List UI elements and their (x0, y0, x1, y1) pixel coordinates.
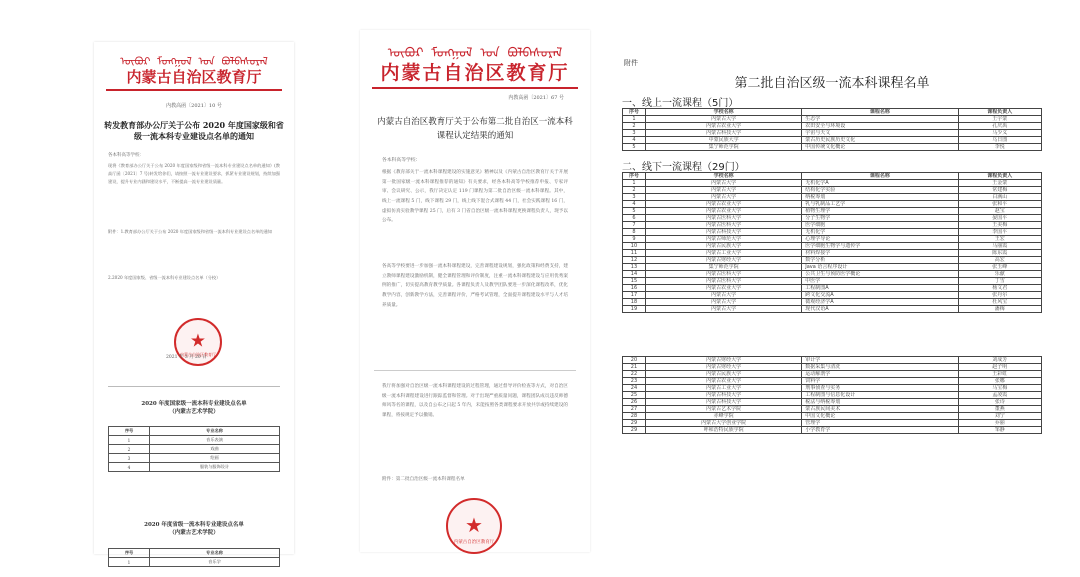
cell: 内蒙古财经大学 (645, 357, 801, 364)
cell: 心理学导论 (802, 236, 958, 243)
table-row (623, 420, 1042, 427)
table-row (623, 194, 1042, 201)
column-header: 课程负责人 (958, 173, 1041, 180)
column-header: 序号 (623, 173, 646, 180)
cell: 运动解剖学 (802, 371, 958, 378)
cell: 管理学 (802, 420, 958, 427)
table-row (623, 292, 1042, 299)
list-subtitle-line: （内蒙古艺术学院） (169, 409, 219, 416)
provincial-major-table (108, 548, 280, 567)
table-row (623, 137, 1042, 144)
cell: 陈东霞 (958, 250, 1041, 257)
cell: 1 (109, 436, 150, 445)
cell: 蒙古族民间美术 (802, 406, 958, 413)
cell: 内蒙古农业大学 (645, 208, 801, 215)
cell: 4 (623, 137, 646, 144)
cell: 29 (623, 420, 646, 427)
cell: 内蒙古农业大学 (645, 201, 801, 208)
list-title (94, 521, 294, 538)
cell: 2 (623, 187, 646, 194)
official-seal (446, 498, 502, 554)
cell: 数据采集与清洗 (802, 364, 958, 371)
list-main-title: 第二批自治区级一流本科课程名单 (734, 76, 930, 91)
cell: 现代汉语A (802, 306, 958, 313)
cell: 12 (623, 257, 646, 264)
cell: 乳与乳制品工艺学 (802, 201, 958, 208)
cell: 23 (623, 378, 646, 385)
cell: 赤峰学院 (645, 413, 801, 420)
list-title (94, 400, 294, 417)
cell: 马丽霞 (958, 243, 1041, 250)
cell: 税法与纳税筹划 (802, 399, 958, 406)
cell: 乌日图 (958, 137, 1041, 144)
table-row (623, 306, 1042, 313)
cell: 马少义 (958, 130, 1041, 137)
table-row (623, 116, 1042, 123)
cell: 内蒙古大学创业学院 (645, 420, 801, 427)
cell: 审计学 (802, 357, 958, 364)
cell: 2 (623, 123, 646, 130)
cell: 白满山 (958, 194, 1041, 201)
cell: 内蒙古工业大学 (645, 250, 801, 257)
cell: 蒙古历史民族历史文化 (802, 137, 958, 144)
cell: 3 (623, 194, 646, 201)
table-body (623, 357, 1042, 434)
body-paragraph: 各高等学校要进一步加强一流本科课程建设，完善课程建设规划，强化政策和经费支持，建立教师课程建设激励机制，健全课程管理和评价制度，注重一流本科课程建设与应用优秀案例的推广，切实提高教育教学质量。各课程负责人及教学团队要进一步深化课程改革，优化教学内容，创新教学方法，完善课程评价，严格考试管理，全面提升课程建设水平与人才培养质量。 (382, 264, 568, 308)
table-row (623, 236, 1042, 243)
table-row (623, 130, 1042, 137)
table-row (109, 454, 280, 463)
cell: 内蒙古医科大学 (645, 215, 801, 222)
table-row (623, 123, 1042, 130)
cell: 19 (623, 306, 646, 313)
cell: 王美梅 (958, 222, 1041, 229)
cell: 26 (623, 399, 646, 406)
body-paragraph: 根据《教育部关于一流本科课程建设的实施意见》精神以及《内蒙古自治区教育厅关于开展第一批国家级一流本科课程推荐的通知》有关要求，经各本科高等学校推荐申报、专家评审、会议研究、公示，我厅决定认定 119 门课程为第二批自治区级一流本科课程。其中，线上一流课程 5 门，线下课程 29 门，线上线下混合式课程 44 门，社会实践课程 16 门，虚拟仿真实验教学课程 25 门，后有 3 门省自治区级一流本科课程更换课程负责人，现予以公布。 (382, 170, 568, 224)
cell: 跨文化交流A (802, 292, 958, 299)
cell: 农田安全与环境设 (802, 123, 958, 130)
cell: 分子生物学 (802, 215, 958, 222)
cell: 中医学 (802, 278, 958, 285)
document-number: 内教高函〔2021〕67 号 (508, 95, 564, 101)
cell: 赵宝 (958, 208, 1041, 215)
cell: 高宏 (958, 257, 1041, 264)
table-row (623, 264, 1042, 271)
table-row (623, 201, 1042, 208)
cell: 8 (623, 229, 646, 236)
cell: 内蒙古艺术学院 (645, 406, 801, 413)
cell: 音乐表演 (150, 436, 280, 445)
cell: 宇宙与天文 (802, 130, 958, 137)
cell: 公共卫生与预防医学概论 (802, 271, 958, 278)
table-row (623, 278, 1042, 285)
cell: 刑事侦查与实务 (802, 385, 958, 392)
table-body (623, 180, 1042, 313)
cell: 内蒙古农业大学 (645, 378, 801, 385)
cell: 内蒙古科技大学 (645, 229, 801, 236)
star-icon: ★ (189, 330, 207, 352)
header-row (623, 173, 1042, 180)
cell: 常建梅 (958, 187, 1041, 194)
cell: 内蒙古科技大学 (645, 392, 801, 399)
table-row (623, 299, 1042, 306)
cell: 刘成芳 (958, 357, 1041, 364)
body-paragraph: 现将《教育部办公厅关于公布 2020 年度国家级和省级一流本科专业建设点名单的通知》(教高厅函〔2021〕7 号)转发给你们，请按照一流专业建设要求，抓紧专业建设规划，持续加强建设，提升专业内涵和建设水平，不断提高一流专业建设质量。 (108, 163, 280, 184)
cell: 内蒙古民族大学 (645, 243, 801, 250)
table-row (623, 215, 1042, 222)
annex-label: 附件 (624, 59, 638, 67)
national-major-table (108, 426, 280, 472)
seal-text: 内蒙古自治区教育厅 (453, 540, 495, 545)
cell: 10 (623, 243, 646, 250)
cell: 植物生理学 (802, 208, 958, 215)
cell: 17 (623, 292, 646, 299)
table-row (109, 463, 280, 472)
cell: 内蒙古大学 (645, 306, 801, 313)
cell: 29 (623, 427, 646, 434)
cell: 张玉峰 (958, 264, 1041, 271)
cell: 内蒙古医科大学 (645, 271, 801, 278)
cell: 马宝梅 (958, 385, 1041, 392)
column-header: 课程负责人 (958, 109, 1041, 116)
table-row (109, 558, 280, 567)
table-row (623, 364, 1042, 371)
table-row (623, 144, 1042, 151)
red-divider (372, 87, 578, 89)
cell: 呼和浩特民族学院 (645, 427, 801, 434)
cell: 25 (623, 392, 646, 399)
cell: 3 (109, 454, 150, 463)
cell: 22 (623, 371, 646, 378)
cell: 内蒙古师范大学 (645, 236, 801, 243)
table-row (623, 257, 1042, 264)
cell: 11 (623, 250, 646, 257)
cell: 孟凌霞 (958, 392, 1041, 399)
cell: 纳税筹划 (802, 194, 958, 201)
agency-header: 内蒙古自治区教育厅 (380, 62, 570, 84)
cell: 结构化学实验 (802, 187, 958, 194)
table-row (109, 436, 280, 445)
cell: 音乐学 (150, 558, 280, 567)
cell: 内蒙古科技大学 (645, 130, 801, 137)
cell: 李悦 (958, 144, 1041, 151)
cell: 27 (623, 406, 646, 413)
column-header: 课程名称 (802, 109, 958, 116)
offline-course-table-continued (622, 356, 1042, 434)
cell: 5 (623, 144, 646, 151)
table-row (623, 392, 1042, 399)
cell: 1 (623, 180, 646, 187)
cell: 董燕 (958, 406, 1041, 413)
divider (108, 386, 280, 387)
cell: 张娜 (958, 378, 1041, 385)
list-subtitle-line: （内蒙古艺术学院） (169, 530, 219, 537)
cell: 乔丽 (958, 420, 1041, 427)
document-page-1 (94, 42, 294, 565)
cell: 潘梅 (958, 306, 1041, 313)
cell: 3 (623, 130, 646, 137)
cell: 邹静 (958, 427, 1041, 434)
table-row (623, 243, 1042, 250)
cell: 16 (623, 285, 646, 292)
cell: 内蒙古大学 (645, 180, 801, 187)
table-row (623, 413, 1042, 420)
cell: 张和平 (958, 201, 1041, 208)
salutation: 各本科高等学校： (382, 158, 421, 163)
cell: 服装与服饰设计 (150, 463, 280, 472)
column-header: 序号 (109, 427, 150, 436)
cell: 内蒙古农业大学 (645, 123, 801, 130)
cell: 微观经济学A (802, 299, 958, 306)
attachment-note-2: 2.2020 年度国家级、省级一流本科专业建设点名单（分校） (108, 275, 221, 280)
mongolian-script-header: ᠥᠪᠥᠷ ᠮᠣᠩᠭᠣᠯ ᠤᠨ ᠪᠣᠯᠪᠠᠰᠤᠷᠠᠯ (387, 46, 563, 61)
cell: 丁雪 (958, 278, 1041, 285)
cell: 材料焊接学 (802, 250, 958, 257)
document-number: 内教高函〔2021〕10 号 (166, 103, 222, 109)
cell: 6 (623, 215, 646, 222)
cell: 王宏 (958, 236, 1041, 243)
cell: 工程制图A (802, 285, 958, 292)
body-paragraph: 我厅将加强对自治区级一流本科课程建设的过程管理，通过督导评价检查等方式，对自治区级一流本科课程建设进行跟踪监督和管理。对于出现严重质量问题，课程团队成员违反师德师风等名的课程，以及自公布之日起 5 年内，未能按照各类课程要求开放共享或持续建设的课程，将按规定予以撤销。 (382, 384, 568, 418)
list-title-line: 2020 年度国家级一流本科专业建设点名单 (141, 401, 247, 407)
column-header: 课程名称 (802, 173, 958, 180)
cell: 赵子明 (958, 364, 1041, 371)
document-page-2 (360, 30, 590, 552)
cell: 杨文君 (958, 285, 1041, 292)
cell: 24 (623, 385, 646, 392)
document-title: 转发教育部办公厅关于公布 2020 年度国家级和省级一流本科专业建设点名单的通知 (104, 120, 284, 141)
cell: 乐献 (958, 271, 1041, 278)
table-row (623, 371, 1042, 378)
cell: 1 (623, 116, 646, 123)
cell: 数学分析 (802, 257, 958, 264)
table-row (623, 208, 1042, 215)
page-break (374, 370, 576, 371)
cell: 中蒙民族大学 (645, 137, 801, 144)
seal-date: 2021 年 3 月 20 日 (166, 355, 207, 360)
table-header (623, 173, 1042, 180)
table-row (623, 406, 1042, 413)
offline-course-table (622, 172, 1042, 313)
cell: 2 (109, 445, 150, 454)
cell: 生态学 (802, 116, 958, 123)
list-title-line: 2020 年度省级一流本科专业建设点名单 (144, 522, 244, 528)
cell: 王宇蒙 (958, 116, 1041, 123)
cell: 内蒙古科技大学 (645, 399, 801, 406)
cell: 内蒙古医科大学 (645, 278, 801, 285)
red-divider (106, 89, 282, 91)
table-row (623, 187, 1042, 194)
cell: 28 (623, 413, 646, 420)
table-row (623, 427, 1042, 434)
cell: 晏国平 (958, 215, 1041, 222)
table-row (623, 222, 1042, 229)
cell: 18 (623, 299, 646, 306)
cell: 张丹尔 (958, 292, 1041, 299)
cell: 医学细胞生物学与遗传学 (802, 243, 958, 250)
cell: 21 (623, 364, 646, 371)
cell: 内蒙古财经大学 (645, 257, 801, 264)
cell: 1 (109, 558, 150, 567)
cell: 内蒙古大学 (645, 299, 801, 306)
section-heading-offline: 二、线下一流课程（29门） (622, 162, 745, 173)
cell: 内蒙古大学 (645, 292, 801, 299)
cell: 9 (623, 236, 646, 243)
table-row (623, 271, 1042, 278)
cell: 内蒙古农业大学 (645, 285, 801, 292)
cell: 内蒙古工业大学 (645, 385, 801, 392)
cell: 4 (623, 201, 646, 208)
table-row (109, 445, 280, 454)
table-row (623, 378, 1042, 385)
star-icon: ★ (465, 512, 483, 537)
cell: 刘宁 (958, 413, 1041, 420)
column-header: 专业名称 (150, 549, 280, 558)
column-header: 专业名称 (150, 427, 280, 436)
cell: 无机化学A (802, 180, 958, 187)
cell: 内蒙古财经大学 (645, 364, 801, 371)
cell: 王金蒙 (958, 180, 1041, 187)
table-row (623, 357, 1042, 364)
cell: 内蒙古民族大学 (645, 371, 801, 378)
column-header: 序号 (109, 549, 150, 558)
column-header: 学校名称 (645, 173, 801, 180)
cell: 王彩虹 (958, 371, 1041, 378)
table-body (623, 116, 1042, 151)
cell: 戏曲 (150, 445, 280, 454)
cell: Java 语言程序设计 (802, 264, 958, 271)
cell: 工程制图与信息化设计 (802, 392, 958, 399)
cell: 饲料学 (802, 378, 958, 385)
cell: 张诗 (958, 399, 1041, 406)
table-row (623, 180, 1042, 187)
cell: 绘画 (150, 454, 280, 463)
cell: 集宁师范学院 (645, 264, 801, 271)
table-row (623, 250, 1042, 257)
cell: 李国平 (958, 229, 1041, 236)
header-row (623, 109, 1042, 116)
document-page-3 (612, 46, 1052, 452)
cell: 13 (623, 264, 646, 271)
agency-header: 内蒙古自治区教育厅 (126, 68, 262, 86)
cell: 14 (623, 271, 646, 278)
cell: 杜风宝 (958, 299, 1041, 306)
cell: 中国文化概论 (802, 413, 958, 420)
cell: 内蒙古大学 (645, 116, 801, 123)
online-course-table (622, 108, 1042, 151)
table-row (623, 229, 1042, 236)
cell: 内蒙古大学 (645, 187, 801, 194)
column-header: 学校名称 (645, 109, 801, 116)
cell: 医学细胞 (802, 222, 958, 229)
cell: 无机化学 (802, 229, 958, 236)
cell: 5 (623, 208, 646, 215)
salutation: 各本科高等学校： (108, 153, 144, 158)
cell: 20 (623, 357, 646, 364)
seal-text: 内蒙古自治区教育厅 (180, 352, 216, 357)
cell: 15 (623, 278, 646, 285)
cell: 内蒙古医科大学 (645, 222, 801, 229)
attachment-note: 附件：第二批自治区级一流本科课程名单 (382, 477, 465, 482)
table-header (623, 109, 1042, 116)
mongolian-script-header: ᠥᠪᠥᠷ ᠮᠣᠩᠭᠣᠯ ᠤᠨ ᠪᠣᠯᠪᠠᠰᠤᠷᠠᠯ (120, 55, 268, 68)
cell: 小学教育学 (802, 427, 958, 434)
table-row (623, 285, 1042, 292)
cell: 集宁师范学院 (645, 144, 801, 151)
cell: 内蒙古大学 (645, 194, 801, 201)
document-title: 内蒙古自治区教育厅关于公布第二批自治区一流本科课程认定结果的通知 (377, 117, 573, 141)
attachment-note: 附件：1.教育部办公厅关于公布 2020 年度国家级和省级一流本科专业建设点名单的通知 (108, 229, 272, 234)
table-row (623, 385, 1042, 392)
cell: 孔庆禹 (958, 123, 1041, 130)
cell: 7 (623, 222, 646, 229)
table-row (623, 399, 1042, 406)
cell: 4 (109, 463, 150, 472)
column-header: 序号 (623, 109, 646, 116)
cell: 中国传统文化概论 (802, 144, 958, 151)
section-heading-online: 一、线上一流课程（5门） (622, 98, 739, 109)
